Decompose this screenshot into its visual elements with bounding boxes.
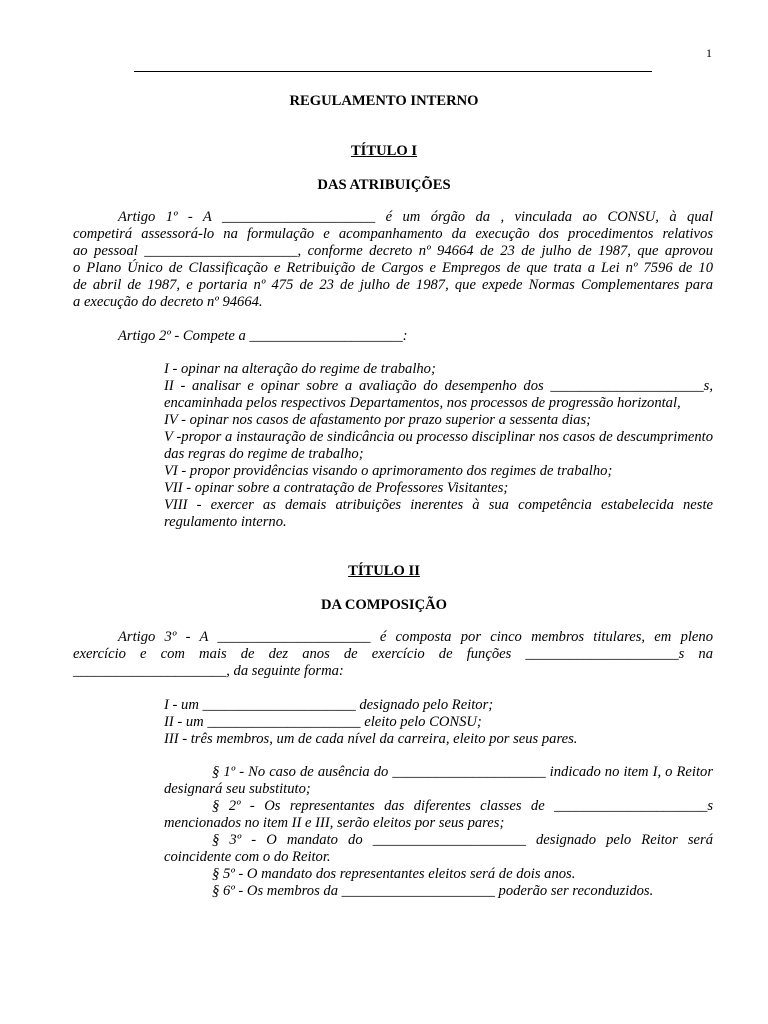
- list-item: VI - propor providências visando o aprimoramento dos regimes de trabalho;: [164, 463, 613, 479]
- artigo-1-line: Artigo 1º - A _____________________ é um órgão da , vinculada ao CONSU, à qual: [118, 209, 713, 225]
- artigo-3-list: [164, 697, 713, 748]
- artigo-3-paragraphs: [164, 764, 713, 900]
- artigo-1-line: ao pessoal _____________________, conforme decreto nº 94664 de 23 de julho de 1987, que aprovou: [73, 243, 713, 259]
- titulo-1-subheading: DAS ATRIBUIÇÕES: [317, 177, 451, 193]
- artigo-1-line: de abril de 1987, e portaria nº 475 de 23 de julho de 1987, que expede Normas Complementares para: [73, 277, 713, 293]
- list-item: II - analisar e opinar sobre a avaliação do desempenho dos _____________________s, encaminhada pelos respectivos Departamentos, nos processos de progressão horizontal,: [164, 378, 713, 411]
- paragraph-item: § 2º - Os representantes das diferentes classes de _____________________s mencionados no item II e III, serão eleitos por seus pares;: [164, 798, 713, 831]
- list-item: V -propor a instauração de sindicância ou processo disciplinar nos casos de descumprimento das regras do regime de trabalho;: [164, 429, 713, 462]
- artigo-2-list: [164, 361, 713, 531]
- artigo-1-line: o Plano Único de Classificação e Retribuição de Cargos e Empregos de que trata a Lei nº 7596 de 10: [73, 260, 713, 276]
- artigo-1: [73, 209, 713, 311]
- artigo-1-line: competirá assessorá-lo na formulação e acompanhamento da execução dos procedimentos relativos: [73, 226, 713, 242]
- paragraph-item: § 3º - O mandato do _____________________ designado pelo Reitor será coincidente com o do Reitor.: [164, 832, 713, 865]
- document-title: REGULAMENTO INTERNO: [289, 93, 479, 109]
- artigo-2-intro: Artigo 2º - Compete a _____________________:: [118, 328, 408, 344]
- artigo-3-line: _____________________, da seguinte forma:: [73, 663, 344, 679]
- list-item: III - três membros, um de cada nível da carreira, eleito por seus pares.: [164, 731, 578, 747]
- page-number: 1: [706, 46, 712, 60]
- titulo-2-subheading: DA COMPOSIÇÃO: [320, 597, 448, 613]
- list-item: I - um _____________________ designado pelo Reitor;: [164, 697, 494, 713]
- list-item: II - um _____________________ eleito pelo CONSU;: [164, 714, 482, 730]
- titulo-1-heading: TÍTULO I: [350, 143, 418, 159]
- paragraph-item: § 5º - O mandato dos representantes eleitos será de dois anos.: [212, 866, 576, 882]
- artigo-3-line: Artigo 3º - A _____________________ é composta por cinco membros titulares, em pleno: [118, 629, 713, 645]
- list-item: IV - opinar nos casos de afastamento por prazo superior a sessenta dias;: [164, 412, 592, 428]
- artigo-1-line: a execução do decreto nº 94664.: [73, 294, 263, 310]
- artigo-3: [73, 629, 713, 680]
- paragraph-item: § 6º - Os membros da _____________________ poderão ser reconduzidos.: [212, 883, 654, 899]
- list-item: VII - opinar sobre a contratação de Professores Visitantes;: [164, 480, 509, 496]
- header-rule: [134, 71, 652, 72]
- titulo-2-heading: TÍTULO II: [348, 563, 420, 579]
- artigo-3-line: exercício e com mais de dez anos de exercício de funções _____________________s na: [73, 646, 713, 662]
- paragraph-item: § 1º - No caso de ausência do _____________________ indicado no item I, o Reitor designará seu substituto;: [164, 764, 713, 797]
- list-item: VIII - exercer as demais atribuições inerentes à sua competência estabelecida neste regulamento interno.: [164, 497, 713, 530]
- list-item: I - opinar na alteração do regime de trabalho;: [164, 361, 436, 377]
